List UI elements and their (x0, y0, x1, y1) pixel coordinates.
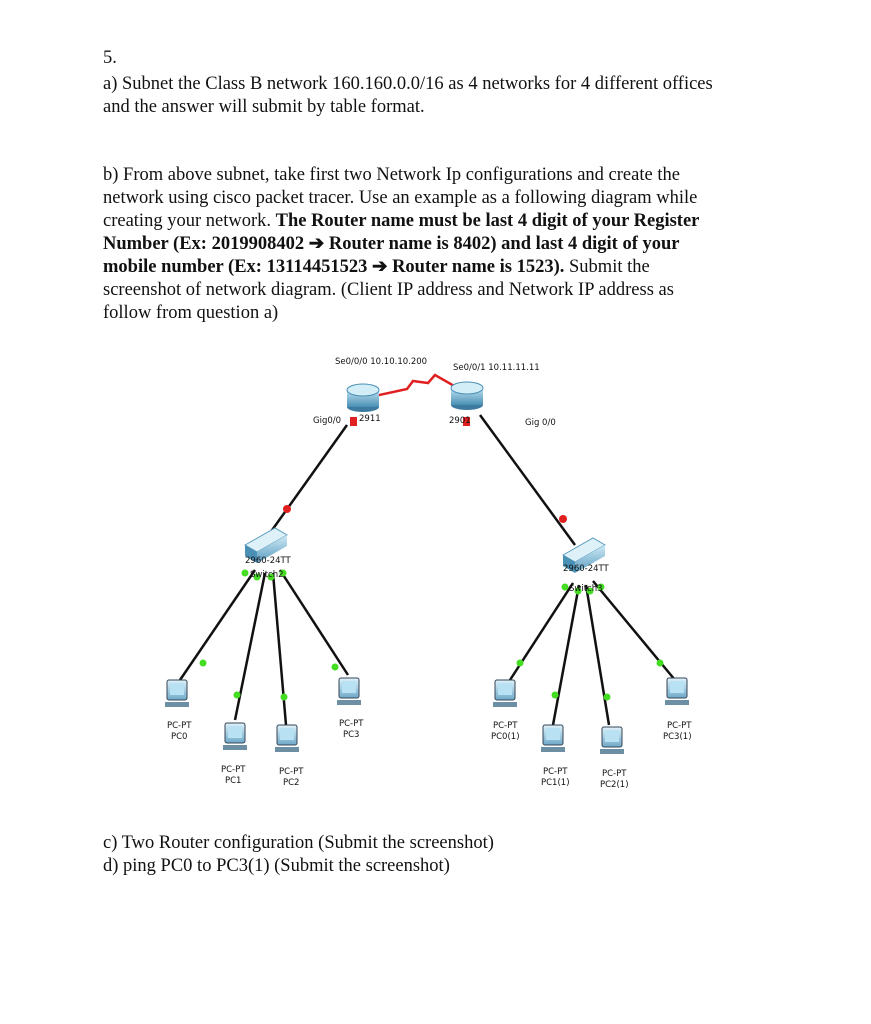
pc-name-label: PC1(1) (541, 778, 570, 788)
switch-right-type-label: 2960-24TT (563, 564, 609, 574)
pc-icon[interactable] (665, 678, 689, 705)
router-right[interactable] (451, 382, 483, 410)
part-c-line: c) Two Router configuration (Submit the screenshot) (103, 833, 494, 853)
switch-left-name-label: Switch2 (250, 570, 284, 580)
part-d-line: d) ping PC0 to PC3(1) (Submit the screenshot) (103, 856, 450, 876)
pc-icon[interactable] (165, 680, 189, 707)
link-router-right-switch (480, 415, 575, 545)
link-switch-pc2-1 (586, 585, 609, 725)
pc-type-label: PC-PT (167, 721, 192, 731)
switch-left-type-label: 2960-24TT (245, 556, 291, 566)
part-b-line: screenshot of network diagram. (Client IP address and Network IP address as (103, 280, 674, 300)
pc-name-label: PC3 (343, 730, 360, 740)
link-switch-pc3 (280, 570, 348, 675)
pc-icon[interactable] (223, 723, 247, 750)
link-switch-pc0 (180, 570, 255, 680)
pc-type-label: PC-PT (543, 767, 568, 777)
part-a-line: and the answer will submit by table format. (103, 97, 425, 117)
part-a-text (103, 73, 793, 119)
pc-icon[interactable] (600, 727, 624, 754)
part-a-line: a) Subnet the Class B network 160.160.0.0/16 as 4 networks for 4 different offices (103, 74, 713, 94)
pc-type-label: PC-PT (279, 767, 304, 777)
part-b-line (103, 256, 793, 279)
link-router-left-switch (270, 425, 347, 533)
pc-type-label: PC-PT (667, 721, 692, 731)
link-switch-pc2 (273, 573, 286, 725)
pc-icon[interactable] (275, 725, 299, 752)
router-right-model-label: 2901 (449, 416, 471, 426)
pc-type-label: PC-PT (221, 765, 246, 775)
router-left-serial-label: Se0/0/0 10.10.10.200 (335, 357, 428, 367)
pc-type-label: PC-PT (493, 721, 518, 731)
question-number: 5. (103, 48, 117, 68)
part-cd-text (103, 832, 793, 878)
pc-name-label: PC1 (225, 776, 242, 786)
router-right-serial-label: Se0/0/1 10.11.11.11 (453, 363, 540, 373)
part-b-bold: mobile number (Ex: 13114451523 ➔ Router name is 1523). (103, 257, 565, 277)
part-b-text (103, 164, 793, 325)
pc-type-label: PC-PT (339, 719, 364, 729)
link-switch-pc1 (235, 573, 265, 720)
part-b-bold: Number (Ex: 2019908402 ➔ Router name is 8402) and last 4 digit of your (103, 234, 680, 254)
part-b-plain: Submit the (564, 257, 650, 277)
router-left-model-label: 2911 (359, 414, 381, 424)
pc-name-label: PC2 (283, 778, 300, 788)
switch-right-name-label: Switch3 (569, 584, 603, 594)
pc-icon[interactable] (493, 680, 517, 707)
pc-name-label: PC3(1) (663, 732, 692, 742)
pc-name-label: PC0(1) (491, 732, 520, 742)
part-b-line: follow from question a) (103, 303, 279, 323)
pc-name-label: PC2(1) (600, 780, 629, 790)
pc-icon[interactable] (337, 678, 361, 705)
network-diagram (145, 345, 715, 815)
pc-type-label: PC-PT (602, 769, 627, 779)
pc-icon[interactable] (541, 725, 565, 752)
router-left[interactable] (347, 384, 379, 412)
part-b-plain: creating your network. (103, 211, 276, 231)
part-b-line: network using cisco packet tracer. Use an example as a following diagram while (103, 188, 698, 208)
part-b-line (103, 210, 793, 233)
part-b-line: b) From above subnet, take first two Network Ip configurations and create the (103, 165, 680, 185)
router-right-gig-label: Gig 0/0 (525, 418, 556, 428)
part-b-bold: The Router name must be last 4 digit of your Register (275, 211, 700, 231)
router-left-gig-label: Gig0/0 (313, 416, 342, 426)
pc-name-label: PC0 (171, 732, 188, 742)
part-b-line (103, 233, 793, 256)
